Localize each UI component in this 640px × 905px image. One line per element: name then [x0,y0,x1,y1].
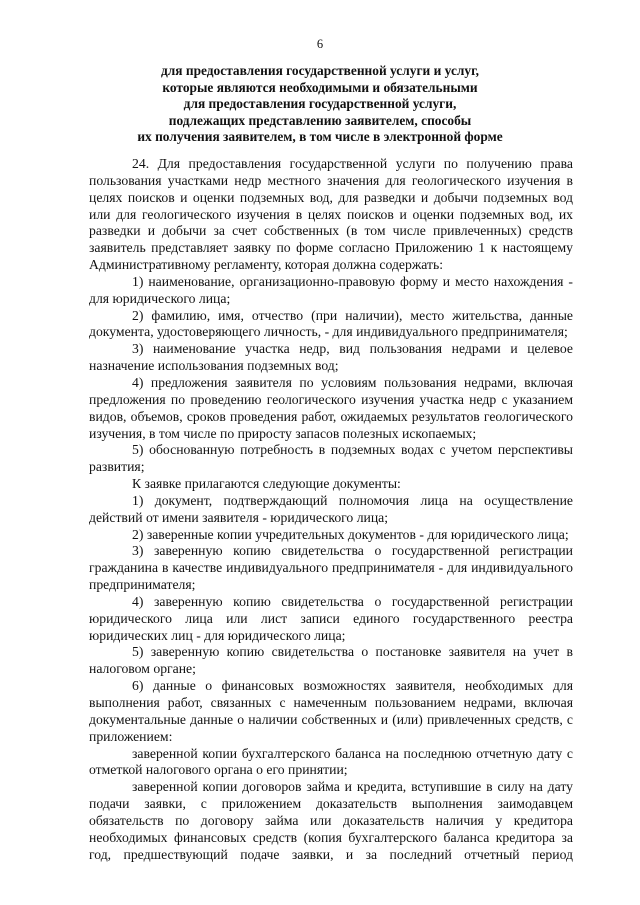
application-item-4: 4) предложения заявителя по условиям пользования недрами, включая предложения по проведению геологического изучения участка недр с указанием видов, объемов, сроков проведения работ, ожидаемых результатов геологического изучения, в том числе по приросту запасов полезных ископаемых; [89,374,573,441]
attachment-item-5: 5) заверенную копию свидетельства о постановке заявителя на учет в налоговом органе; [89,644,573,677]
application-item-2: 2) фамилию, имя, отчество (при наличии), место жительства, данные документа, удостоверяющего личность, - для индивидуального предпринимателя; [89,307,573,340]
attachment-item-6: 6) данные о финансовых возможностях заявителя, необходимых для выполнения работ, связанных с намеченным пользованием недрами, включая документальные данные о наличии собственных и (или) привлеченных средств, с приложением: [89,678,573,744]
attachment-sub-loans: заверенной копии договоров займа и кредита, вступившие в силу на дату подачи заявки, с приложением доказательств выполнения заимодавцем обязательств по договору займа или доказательств наличия у кредитора необходимых финансовых средств (копия бухгалтерского баланса кредитора за год, предшествующий подаче заявки, и за последний отчетный период [89,779,573,862]
attachment-item-2: 2) заверенные копии учредительных документов - для юридического лица; [132,526,569,542]
attachment-item-3: 3) заверенную копию свидетельства о государственной регистрации гражданина в качестве индивидуального предпринимателя - для индивидуального предпринимателя; [89,543,573,593]
document-body [89,156,573,863]
attachment-item-4: 4) заверенную копию свидетельства о государственной регистрации юридического лица или лист записи единого государственного реестра юридических лиц - для юридического лица; [89,593,573,643]
application-item-5: 5) обоснованную потребность в подземных водах с учетом перспективы развития; [89,442,573,475]
heading-line: подлежащих представлению заявителем, способы [168,112,472,128]
heading-line: их получения заявителем, в том числе в электронной форме [137,129,503,145]
attachment-sub-balance: заверенной копии бухгалтерского баланса на последнюю отчетную дату с отметкой налогового органа о его принятии; [89,745,573,778]
heading-line: которые являются необходимыми и обязательными [162,79,478,95]
application-item-3: 3) наименование участка недр, вид пользования недрами и целевое назначение использования подземных вод; [89,341,573,374]
attachment-item-1: 1) документ, подтверждающий полномочия лица на осуществление действий от имени заявителя - юридического лица; [89,492,573,525]
attachments-intro: К заявке прилагаются следующие документы: [132,476,401,492]
application-item-1: 1) наименование, организационно-правовую форму и место нахождения - для юридического лица; [89,273,573,306]
heading-line: для предоставления государственной услуги и услуг, [160,63,480,78]
section-heading [80,63,560,146]
clause-24-paragraph: 24. Для предоставления государственной услуги по получению права пользования участками недр местного значения для геологического изучения в целях поисков и оценки подземных вод, для разведки и добычи подземных вод или для геологического изучения в целях поисков и оценки подземных вод, их разведки и добычи за счет собственных (в том числе привлеченных) средств заявитель представляет заявку по форме согласно Приложению 1 к настоящему Административному регламенту, которая должна содержать: [89,156,573,273]
heading-line: для предоставления государственной услуги, [183,96,457,112]
page-number: 6 [316,37,324,51]
